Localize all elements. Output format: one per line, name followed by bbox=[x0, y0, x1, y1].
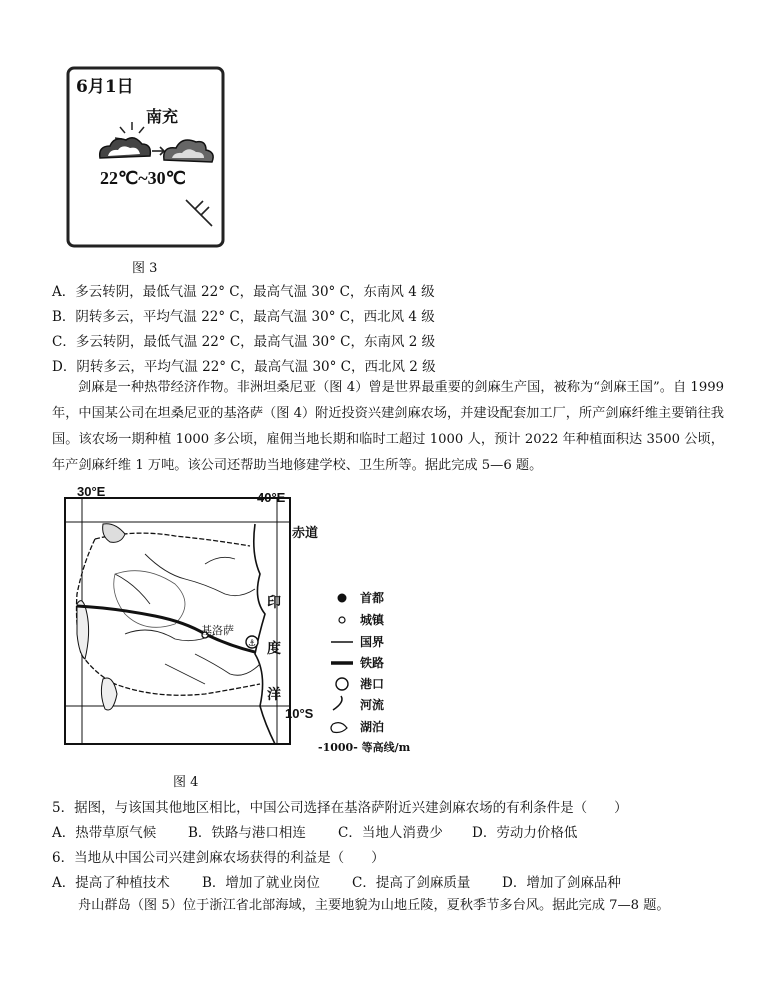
option-d: D．阴转多云，平均气温 22° C，最高气温 30° C，西北风 2 级 bbox=[52, 359, 436, 375]
weather-temp: 22℃~30℃ bbox=[100, 168, 186, 188]
river-icon bbox=[333, 696, 342, 710]
legend-river-label: 河流 bbox=[360, 698, 385, 712]
question-5-stem: 5．据图，与该国其他地区相比，中国公司选择在基洛萨附近兴建剑麻农场的有利条件是（ ） bbox=[52, 800, 628, 816]
legend-port-label: 港口 bbox=[360, 677, 385, 691]
lat-label: 10°S bbox=[285, 706, 314, 721]
legend-contour-label: 等高线/m bbox=[361, 741, 411, 754]
q5-option-b: B．铁路与港口相连 bbox=[188, 825, 306, 841]
map-legend bbox=[331, 594, 353, 733]
legend-contour: -1000- 等高线/m bbox=[318, 741, 411, 754]
option-b: B．阴转多云，平均气温 22° C，最高气温 30° C，西北风 4 级 bbox=[52, 309, 435, 325]
figure-4 bbox=[55, 484, 435, 759]
ocean-label-3: 洋 bbox=[267, 687, 281, 703]
legend-railway-label: 铁路 bbox=[360, 656, 385, 670]
figure-3-caption: 图 3 bbox=[132, 261, 158, 276]
legend-capital-label: 首都 bbox=[360, 591, 385, 605]
legend-border-label: 国界 bbox=[360, 635, 385, 649]
ocean-label-1: 印 bbox=[267, 595, 281, 611]
q6-option-c: C．提高了剑麻质量 bbox=[352, 875, 471, 891]
passage-zhoushan: 舟山群岛（图 5）位于浙江省北部海域，主要地貌为山地丘陵，夏秋季节多台风。据此完成 7—8 题。 bbox=[78, 898, 670, 913]
kilosa-label: 基洛萨 bbox=[201, 624, 234, 637]
passage-sisal: 剑麻是一种热带经济作物。非洲坦桑尼亚（图 4）曾是世界最重要的剑麻生产国，被称为“剑麻王国”。自 1999 年，中国某公司在坦桑尼亚的基洛萨（图 4）附近投资兴建剑麻农场，并建设配套加工厂，所产剑麻纤维主要销往我国。该农场一期种植 1000 多公顷，雇佣当地长期和临时工超过 1000 人，预计 2022 年种植面积达 3500 公顷，年产剑麻纤维 1 万吨。该公司还帮助当地修建学校、卫生所等。据此完成 5—6 题。 bbox=[52, 380, 724, 473]
legend-lake-label: 湖泊 bbox=[360, 720, 385, 734]
ocean-label-2: 度 bbox=[267, 641, 281, 657]
capital-icon bbox=[338, 594, 346, 602]
option-c: C．多云转阴，最低气温 22° C，最高气温 30° C，东南风 2 级 bbox=[52, 334, 436, 350]
weather-date: 6月1日 bbox=[76, 77, 134, 97]
q5-option-d: D．劳动力价格低 bbox=[472, 825, 578, 841]
q6-option-b: B．增加了就业岗位 bbox=[202, 875, 320, 891]
lon-label-right: 40°E bbox=[257, 490, 286, 505]
figure-4-caption: 图 4 bbox=[173, 775, 199, 790]
q6-option-a: A．提高了种植技术 bbox=[52, 875, 170, 891]
svg-text:⚓: ⚓ bbox=[248, 639, 257, 649]
equator-label: 赤道 bbox=[292, 526, 319, 541]
q5-option-a: A．热带草原气候 bbox=[52, 825, 157, 841]
question-6-stem: 6．当地从中国公司兴建剑麻农场获得的利益是（ ） bbox=[52, 850, 385, 866]
q5-option-c: C．当地人消费少 bbox=[338, 825, 443, 841]
town-icon bbox=[339, 617, 345, 623]
figure-3 bbox=[60, 60, 230, 250]
q6-option-d: D．增加了剑麻品种 bbox=[502, 875, 621, 891]
option-a: A．多云转阴，最低气温 22° C，最高气温 30° C，东南风 4 级 bbox=[52, 284, 435, 300]
port-legend-icon bbox=[336, 678, 348, 690]
legend-town-label: 城镇 bbox=[360, 613, 385, 627]
lon-label-left: 30°E bbox=[77, 484, 106, 499]
legend-contour-value: 1000 bbox=[322, 741, 354, 754]
lake-legend-icon bbox=[331, 723, 347, 733]
weather-city: 南充 bbox=[146, 107, 179, 126]
